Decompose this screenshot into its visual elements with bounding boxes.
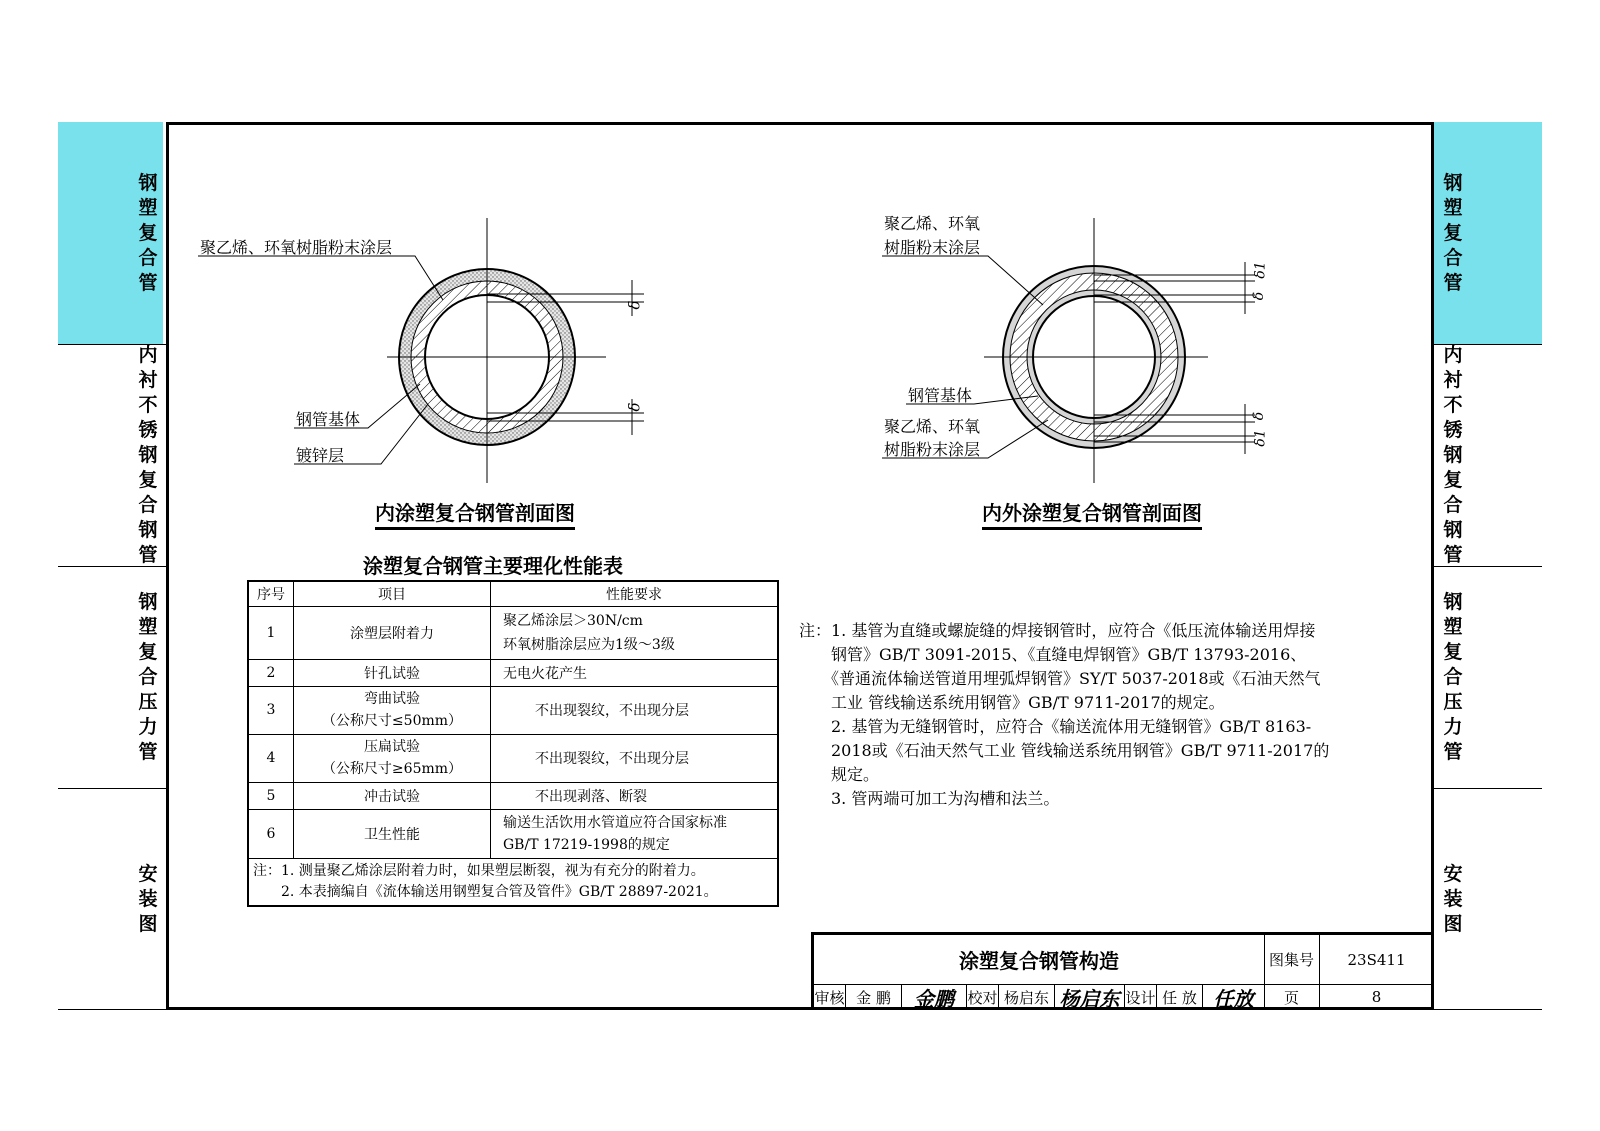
sidebar-char: 装 xyxy=(138,887,158,910)
header-item: 项目 xyxy=(294,581,491,606)
sidebar-char: 不 xyxy=(1443,393,1463,416)
sidebar-char: 不 xyxy=(138,393,158,416)
note-line: 2. 基管为无缝钢管时，应符合《输送流体用无缝钢管》GB/T 8163- xyxy=(799,717,1312,736)
cell-item: 卫生性能 xyxy=(294,809,491,858)
sidebar-char: 管 xyxy=(138,543,158,566)
sidebar-char: 图 xyxy=(138,912,158,935)
right-diagram-caption: 内外涂塑复合钢管剖面图 xyxy=(982,497,1202,530)
page-label: 页 xyxy=(1283,988,1299,1007)
cell-requirement: 不出现剥落、断裂 xyxy=(491,782,779,809)
review-label: 审核 xyxy=(814,984,846,1010)
cell-item: 弯曲试验 （公称尺寸≤50mm） xyxy=(294,686,491,734)
note-line: 2018或《石油天然气工业 管线输送系统用钢管》GB/T 9711-2017的 xyxy=(799,741,1330,760)
sidebar-char: 钢 xyxy=(138,590,158,613)
sidebar-char: 衬 xyxy=(138,368,158,391)
table-row xyxy=(248,686,778,734)
sidebar-char: 合 xyxy=(1443,246,1463,269)
checker-signature: 杨启东 xyxy=(1055,984,1125,1010)
table-row xyxy=(248,606,778,659)
sidebar-char: 合 xyxy=(138,665,158,688)
table-note-line: 注：1. 测量聚乙烯涂层附着力时，如果塑层断裂，视为有充分的附着力。 xyxy=(253,862,705,879)
general-notes xyxy=(799,619,1329,811)
sidebar-char: 衬 xyxy=(1443,368,1463,391)
note-line: 钢管》GB/T 3091-2015、《直缝电焊钢管》GB/T 13793-2016、 xyxy=(799,645,1307,664)
table-row xyxy=(248,734,778,782)
cell-no: 6 xyxy=(248,809,294,858)
sidebar-char: 管 xyxy=(1443,271,1463,294)
sidebar-char: 管 xyxy=(138,740,158,763)
cell-requirement: 输送生活饮用水管道应符合国家标准 GB/T 17219-1998的规定 xyxy=(491,809,779,858)
label-inner-coating-2: 树脂粉末涂层 xyxy=(884,440,981,459)
sidebar-char: 内 xyxy=(138,343,158,366)
sidebar-char: 合 xyxy=(1443,493,1463,516)
sidebar-char: 钢 xyxy=(138,443,158,466)
sidebar-char: 钢 xyxy=(138,171,158,194)
sidebar-char: 安 xyxy=(1443,862,1463,885)
label-outer-coating-1: 聚乙烯、环氧 xyxy=(884,214,981,233)
dim-delta1-bottom: δ1 xyxy=(1252,429,1269,447)
left-diagram-caption: 内涂塑复合钢管剖面图 xyxy=(375,497,575,530)
sidebar-char: 复 xyxy=(1443,468,1463,491)
cell-item: 针孔试验 xyxy=(294,659,491,686)
cell-requirement: 聚乙烯涂层＞30N/cm 环氧树脂涂层应为1级～3级 xyxy=(491,606,779,659)
sidebar-char: 塑 xyxy=(138,615,158,638)
sidebar-char: 压 xyxy=(138,690,158,713)
note-line: 规定。 xyxy=(799,765,880,784)
sidebar-char: 力 xyxy=(1443,715,1463,738)
sidebar-char: 装 xyxy=(1443,887,1463,910)
table-row xyxy=(248,782,778,809)
cell-no: 3 xyxy=(248,686,294,734)
label-steel-base: 钢管基体 xyxy=(296,410,361,429)
checker-name: 杨启东 xyxy=(999,984,1055,1010)
cell-item: 压扁试验 （公称尺寸≥65mm） xyxy=(294,734,491,782)
sidebar-char: 压 xyxy=(1443,690,1463,713)
cell-requirement: 无电火花产生 xyxy=(491,659,779,686)
note-line: 《普通流体输送管道用埋弧焊钢管》SY/T 5037-2018或《石油天然气 xyxy=(799,669,1321,688)
sidebar-char: 钢 xyxy=(1443,518,1463,541)
label-coating: 聚乙烯、环氧树脂粉末涂层 xyxy=(200,238,393,257)
sidebar-char: 钢 xyxy=(1443,443,1463,466)
sidebar-char: 复 xyxy=(138,221,158,244)
header-requirement: 性能要求 xyxy=(491,581,779,606)
cell-no: 1 xyxy=(248,606,294,659)
dim-delta1-top: δ1 xyxy=(1252,261,1269,279)
table-row xyxy=(248,659,778,686)
label-outer-coating-2: 树脂粉末涂层 xyxy=(884,238,981,257)
sidebar-char: 合 xyxy=(138,246,158,269)
sidebar-char: 复 xyxy=(1443,640,1463,663)
sidebar-char: 钢 xyxy=(1443,590,1463,613)
sidebar-char: 图 xyxy=(1443,912,1463,935)
sidebar-char: 钢 xyxy=(1443,171,1463,194)
performance-table xyxy=(247,580,779,907)
table-title: 涂塑复合钢管主要理化性能表 xyxy=(363,554,623,578)
sidebar-char: 内 xyxy=(1443,343,1463,366)
table-notes xyxy=(248,858,778,906)
dim-delta-bottom-right: δ xyxy=(1251,411,1268,421)
cell-no: 2 xyxy=(248,659,294,686)
sidebar-char: 复 xyxy=(138,468,158,491)
designer-name: 任 放 xyxy=(1157,984,1203,1010)
label-zinc-layer: 镀锌层 xyxy=(296,446,345,465)
reviewer-signature: 金鹏 xyxy=(902,984,967,1010)
sidebar-char: 钢 xyxy=(138,518,158,541)
table-notes-row xyxy=(248,858,778,906)
sidebar-char: 塑 xyxy=(1443,615,1463,638)
sidebar-char: 锈 xyxy=(138,418,158,441)
reviewer-name: 金 鹏 xyxy=(846,984,902,1010)
drawing-title: 涂塑复合钢管构造 xyxy=(959,949,1119,973)
dim-delta-top-right: δ xyxy=(1251,291,1268,301)
cell-item: 冲击试验 xyxy=(294,782,491,809)
dim-delta-top: δ xyxy=(625,300,644,310)
note-line: 3. 管两端可加工为沟槽和法兰。 xyxy=(799,789,1060,808)
cell-no: 4 xyxy=(248,734,294,782)
sidebar-char: 复 xyxy=(138,640,158,663)
table-note-line: 2. 本表摘编自《流体输送用钢塑复合管及管件》GB/T 28897-2021。 xyxy=(253,883,718,900)
header-no: 序号 xyxy=(248,581,294,606)
cell-requirement: 不出现裂纹，不出现分层 xyxy=(491,686,779,734)
page-number: 8 xyxy=(1371,988,1382,1006)
sidebar-char: 管 xyxy=(138,271,158,294)
designer-signature: 任放 xyxy=(1213,986,1254,1011)
sidebar-char: 合 xyxy=(1443,665,1463,688)
title-block xyxy=(811,932,1434,1010)
sidebar-char: 管 xyxy=(1443,740,1463,763)
note-line: 注：1. 基管为直缝或螺旋缝的焊接钢管时，应符合《低压流体输送用焊接 xyxy=(799,621,1316,640)
cell-requirement: 不出现裂纹，不出现分层 xyxy=(491,734,779,782)
sidebar-char: 塑 xyxy=(1443,196,1463,219)
sidebar-char: 合 xyxy=(138,493,158,516)
sidebar-char: 锈 xyxy=(1443,418,1463,441)
sidebar-char: 塑 xyxy=(138,196,158,219)
dim-delta-bottom: δ xyxy=(625,402,644,412)
table-header-row xyxy=(248,581,778,606)
atlas-no: 23S411 xyxy=(1347,950,1406,969)
table-row xyxy=(248,809,778,858)
label-inner-coating-1: 聚乙烯、环氧 xyxy=(884,417,981,436)
atlas-no-label: 图集号 xyxy=(1268,951,1314,969)
check-label: 校对 xyxy=(967,984,999,1010)
sidebar-char: 复 xyxy=(1443,221,1463,244)
signature-row xyxy=(814,984,1264,1010)
cell-no: 5 xyxy=(248,782,294,809)
sidebar-char: 安 xyxy=(138,862,158,885)
design-label: 设计 xyxy=(1125,984,1157,1010)
note-line: 工业 管线输送系统用钢管》GB/T 9711-2017的规定。 xyxy=(799,693,1225,712)
sidebar-char: 力 xyxy=(138,715,158,738)
label-steel-base-right: 钢管基体 xyxy=(908,386,973,405)
sidebar-char: 管 xyxy=(1443,543,1463,566)
cell-item: 涂塑层附着力 xyxy=(294,606,491,659)
